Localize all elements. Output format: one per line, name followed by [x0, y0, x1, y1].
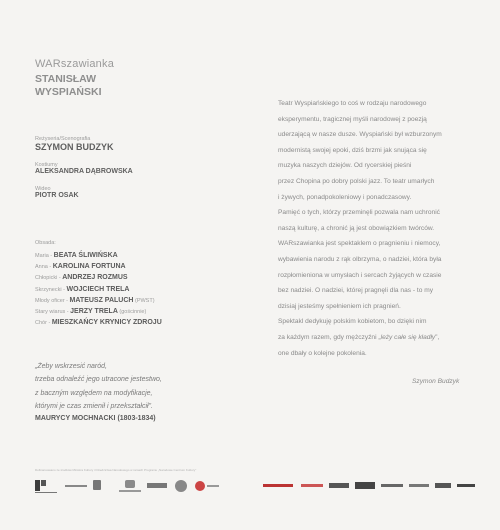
cast-role: Stary wiarus - [35, 308, 69, 315]
credit-role: Wideo [35, 186, 51, 192]
cast-actor: KAROLINA FORTUNA [52, 263, 126, 271]
media-logo [355, 480, 375, 494]
credit-person: SZYMON BUDZYK [35, 142, 114, 152]
credit-video [35, 186, 79, 199]
statement-line: wybawienia narodu z rąk olbrzyma, o nadziei, która była [278, 255, 442, 263]
statement-line: one dbały o kolejne pokolenia. [278, 349, 367, 357]
author-first-name: STANISŁAW [35, 73, 97, 85]
cast-row [35, 274, 275, 285]
cast-role: Chłopicki - [35, 275, 61, 282]
statement-line [278, 330, 473, 346]
statement-line: Teatr Wyspiańskiego to coś w rodzaju narodowego [278, 100, 427, 107]
sponsor-logos [35, 478, 475, 498]
statement-line: bez nadziei. O nadziei, której pragnęli dla nas - to my [278, 287, 434, 295]
statement-line: i żywych, ponadpokoleniowy i ponadczasowy. [278, 193, 412, 201]
city-logo [119, 480, 141, 494]
cast-row [35, 319, 275, 330]
statement-line: modernistą swojej epoki, dziś brzmi jak snująca się [278, 146, 427, 154]
credit-role: Kostiumy [35, 162, 58, 168]
title-block [35, 58, 114, 99]
cast-row [35, 252, 275, 263]
cast-row [35, 286, 275, 297]
epigraph-line: trzeba odnaleźć jego utracone jestestwo, [35, 376, 162, 384]
cast-note: (gościnnie) [119, 308, 147, 315]
media-logo [301, 480, 323, 494]
partner-logo [195, 480, 219, 494]
cast-note: (PWST) [134, 297, 155, 304]
cast-role: Młody oficer - [35, 297, 69, 304]
cast-list [35, 240, 275, 330]
statement-line: Spektakl dedykuję polskim kobietom, bo dzięki nim [278, 318, 427, 326]
cast-row [35, 263, 275, 274]
media-logo [409, 480, 429, 494]
partner-logo [175, 480, 187, 494]
partner-logo [147, 480, 167, 494]
cast-actor: ANDRZEJ ROZMUS [62, 274, 128, 282]
cast-actor: WOJCIECH TRELA [66, 285, 130, 293]
statement-italic: leży całe się kładły [380, 333, 436, 341]
cast-role: Anna - [35, 264, 52, 271]
statement-line: przez Chopina po dobry polski jazz. To teatr umarłych [278, 177, 435, 185]
epigraph-line: „Żeby wskrzesić naród, [35, 363, 107, 370]
media-logo [457, 480, 475, 494]
statement-line: Pamięć o tych, którzy przeminęli pozwala nam uchronić [278, 209, 440, 217]
author-last-name: WYSPIAŃSKI [35, 86, 102, 98]
ministry-logo [93, 480, 107, 494]
credit-person: ALEKSANDRA DĄBROWSKA [35, 168, 133, 175]
credit-role: Reżyseria/Scenografia [35, 136, 91, 142]
epigraph-line: z baczným względem na modyfikacje, [35, 389, 153, 397]
statement-line: dzisiaj jesteśmy spełnieniem ich pragnień. [278, 302, 401, 310]
play-title: WARszawianka [35, 58, 115, 70]
cast-actor: JERZY TRELA [70, 307, 118, 315]
media-logo [435, 480, 451, 494]
cast-actor: MIESZKAŃCY KRYNICY ZDROJU [51, 319, 162, 327]
statement-line: muzyka naszych dziejów. Od rycerskiej pieśni [278, 162, 412, 170]
funding-note: Dofinansowano ze środków Ministra Kultury i Dziedzictwa Narodowego w ramach Programu „Narodowe Centrum Kultury” [35, 468, 197, 472]
epigraph-line: którymi je czas zmienił i przekształcił”. [35, 403, 153, 411]
cast-role: Chór - [35, 320, 51, 327]
epigraph-author: MAURYCY MOCHNACKI (1803-1834) [35, 414, 156, 422]
cast-actor: MATEUSZ PALUCH [69, 296, 134, 304]
media-logo [329, 480, 349, 494]
statement-line: uderzającą w nasze dusze. Wyspiański był wzburzonym [278, 131, 442, 139]
theatre-logo [35, 480, 57, 494]
statement-text: za każdym razem, gdy mężczyźni „ [278, 333, 381, 341]
partner-logo [65, 480, 87, 494]
director-statement [278, 96, 473, 361]
cast-row [35, 297, 275, 308]
cast-role: Skrzynecki - [35, 286, 65, 293]
statement-line: eksperymentu, tragicznej myśli narodowej z poezją [278, 115, 427, 123]
statement-line: WARszawianka jest spektaklem o pragnieniu i niemocy, [278, 240, 441, 248]
credit-person: PIOTR OSAK [35, 192, 79, 199]
credit-director [35, 136, 114, 152]
statement-line: rozpłomieniona w umysłach i sercach żyjących w czasie [278, 271, 442, 279]
cast-heading: Obsada: [35, 240, 56, 246]
epigraph [35, 360, 245, 422]
cast-role: Maria - [35, 253, 53, 259]
statement-text: ”, [435, 333, 440, 341]
media-logo [381, 480, 403, 494]
statement-line: naszą kulturę, a chronić ją jest obowiązkiem twórców. [278, 224, 435, 232]
media-logo [263, 480, 293, 494]
cast-row [35, 308, 275, 319]
cast-actor: BEATA ŚLIWIŃSKA [53, 252, 118, 259]
credit-costumes [35, 162, 133, 175]
signature: Szymon Budzyk [412, 378, 460, 385]
